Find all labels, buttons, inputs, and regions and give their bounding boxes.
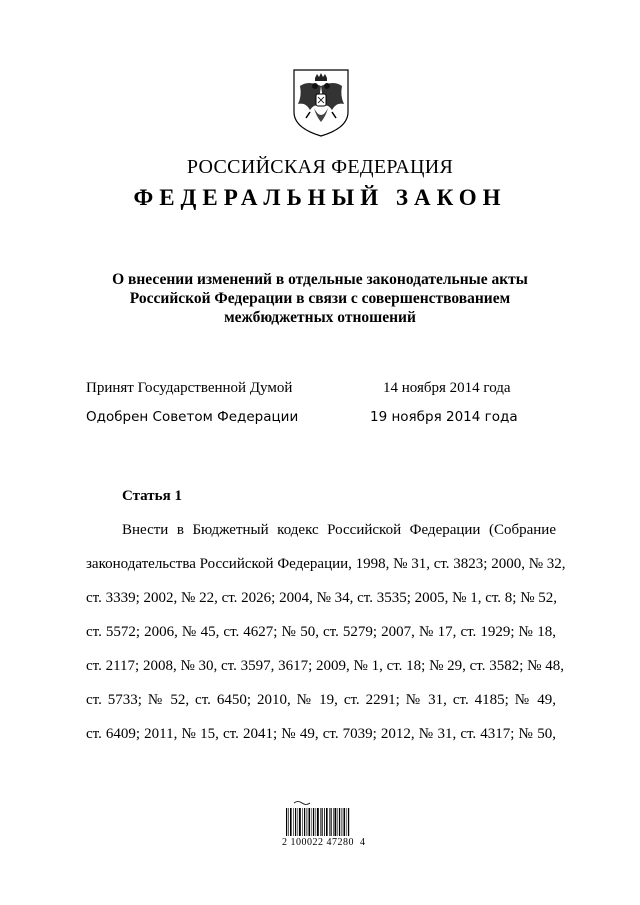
article-heading: Статья 1 [122, 488, 182, 504]
article-text-line: законодательства Российской Федерации, 1998, № 31, ст. 3823; 2000, № 32, [86, 556, 566, 572]
law-title-line: Российской Федерации в связи с совершенствованием [129, 290, 511, 307]
council-approval-date: 19 ноября 2014 года [370, 409, 518, 425]
country-name: РОССИЙСКАЯ ФЕДЕРАЦИЯ [186, 156, 454, 178]
law-title [100, 270, 540, 327]
duma-adoption-date: 14 ноября 2014 года [383, 380, 511, 396]
coat-of-arms-icon [288, 66, 354, 138]
article-text-line: Внести в Бюджетный кодекс Российской Федерации (Собрание [122, 522, 556, 538]
article-text-line: ст. 2117; 2008, № 30, ст. 3597, 3617; 2009, № 1, ст. 18; № 29, ст. 3582; № 48, [86, 658, 564, 674]
article-text-line: ст. 5572; 2006, № 45, ст. 4627; № 50, ст. 5279; 2007, № 17, ст. 1929; № 18, [86, 624, 556, 640]
council-approval-label: Одобрен Советом Федерации [86, 409, 299, 425]
article-text-line: ст. 6409; 2011, № 15, ст. 2041; № 49, ст. 7039; 2012, № 31, ст. 4317; № 50, [86, 726, 556, 742]
law-type-heading: ФЕДЕРАЛЬНЫЙ ЗАКОН [133, 185, 507, 210]
article-text-line: ст. 3339; 2002, № 22, ст. 2026; 2004, № 34, ст. 3535; 2005, № 1, ст. 8; № 52, [86, 590, 558, 606]
article-text-line: ст. 5733; № 52, ст. 6450; 2010, № 19, ст. 2291; № 31, ст. 4185; № 49, [86, 692, 556, 708]
barcode-icon [286, 800, 350, 836]
law-title-line: О внесении изменений в отдельные законодательные акты [112, 271, 528, 288]
law-title-line: межбюджетных отношений [224, 309, 416, 326]
duma-adoption-label: Принят Государственной Думой [86, 380, 293, 396]
barcode-number: 2 100022 47280 4 [282, 837, 366, 848]
